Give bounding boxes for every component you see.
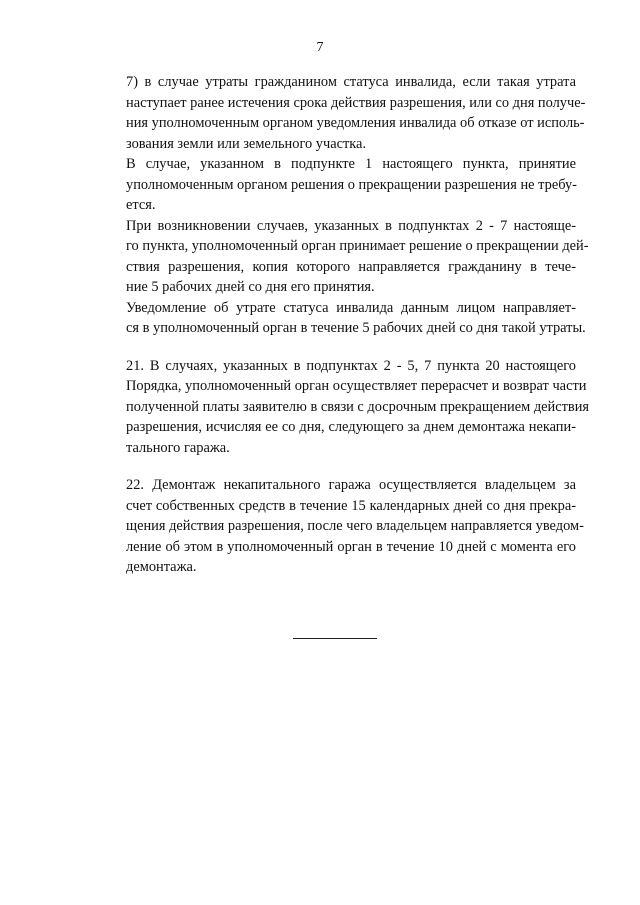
paragraph-cases-2-7	[90, 216, 589, 298]
text-line: ется.	[126, 197, 156, 213]
text-line: уполномоченным органом решения о прекращении разрешения не требу-	[126, 176, 577, 193]
text-line: 21. В случаях, указанных в подпунктах 2 - 5, 7 пункта 20 настоящего	[126, 357, 576, 374]
text-line: демонтажа.	[126, 559, 197, 575]
paragraph-gap	[90, 458, 576, 475]
paragraph-gap	[90, 339, 576, 356]
text-line: ся в уполномоченный орган в течение 5 рабочих дней со дня такой утраты.	[126, 320, 586, 336]
text-line: наступает ранее истечения срока действия разрешения, или со дня получе-	[126, 94, 586, 111]
text-line: ствия разрешения, копия которого направляется гражданину в тече-	[126, 258, 576, 275]
text-line: При возникновении случаев, указанных в подпунктах 2 - 7 настояще-	[126, 217, 576, 234]
text-line: полученной платы заявителю в связи с досрочным прекращением действия	[126, 398, 590, 415]
paragraph-item-22	[90, 475, 584, 578]
text-line: го пункта, уполномоченный орган принимает решение о прекращении дей-	[126, 238, 589, 254]
text-line: 7) в случае утраты гражданином статуса инвалида, если такая утрата	[126, 74, 576, 90]
paragraph-disability-notice	[90, 298, 586, 339]
closing-divider	[293, 638, 377, 639]
text-line: тального гаража.	[126, 439, 230, 456]
text-line: 22. Демонтаж некапитального гаража осуществляется владельцем за	[126, 477, 576, 493]
text-line: ние 5 рабочих дней со дня его принятия.	[126, 279, 375, 295]
text-line: счет собственных средств в течение 15 календарных дней со дня прекра-	[126, 497, 576, 514]
text-line: Уведомление об утрате статуса инвалида данным лицом направляет-	[126, 299, 576, 316]
text-line: ния уполномоченным органом уведомления инвалида об отказе от исполь-	[126, 115, 585, 131]
page-number: 7	[316, 40, 324, 55]
paragraph-item-21	[90, 356, 590, 459]
text-line: ление об этом в уполномоченный орган в течение 10 дней с момента его	[126, 538, 576, 555]
paragraph-case-1	[90, 154, 576, 216]
document-body	[90, 72, 590, 578]
text-line: разрешения, исчисляя ее со дня, следующего за днем демонтажа некапи-	[126, 419, 576, 435]
text-line: Порядка, уполномоченный орган осуществляет перерасчет и возврат части	[126, 378, 587, 394]
text-line: щения действия разрешения, после чего владельцем направляется уведом-	[126, 518, 584, 534]
text-line: зования земли или земельного участка.	[126, 135, 367, 152]
paragraph-item-7	[90, 72, 586, 154]
text-line: В случае, указанном в подпункте 1 настоящего пункта, принятие	[126, 156, 576, 172]
